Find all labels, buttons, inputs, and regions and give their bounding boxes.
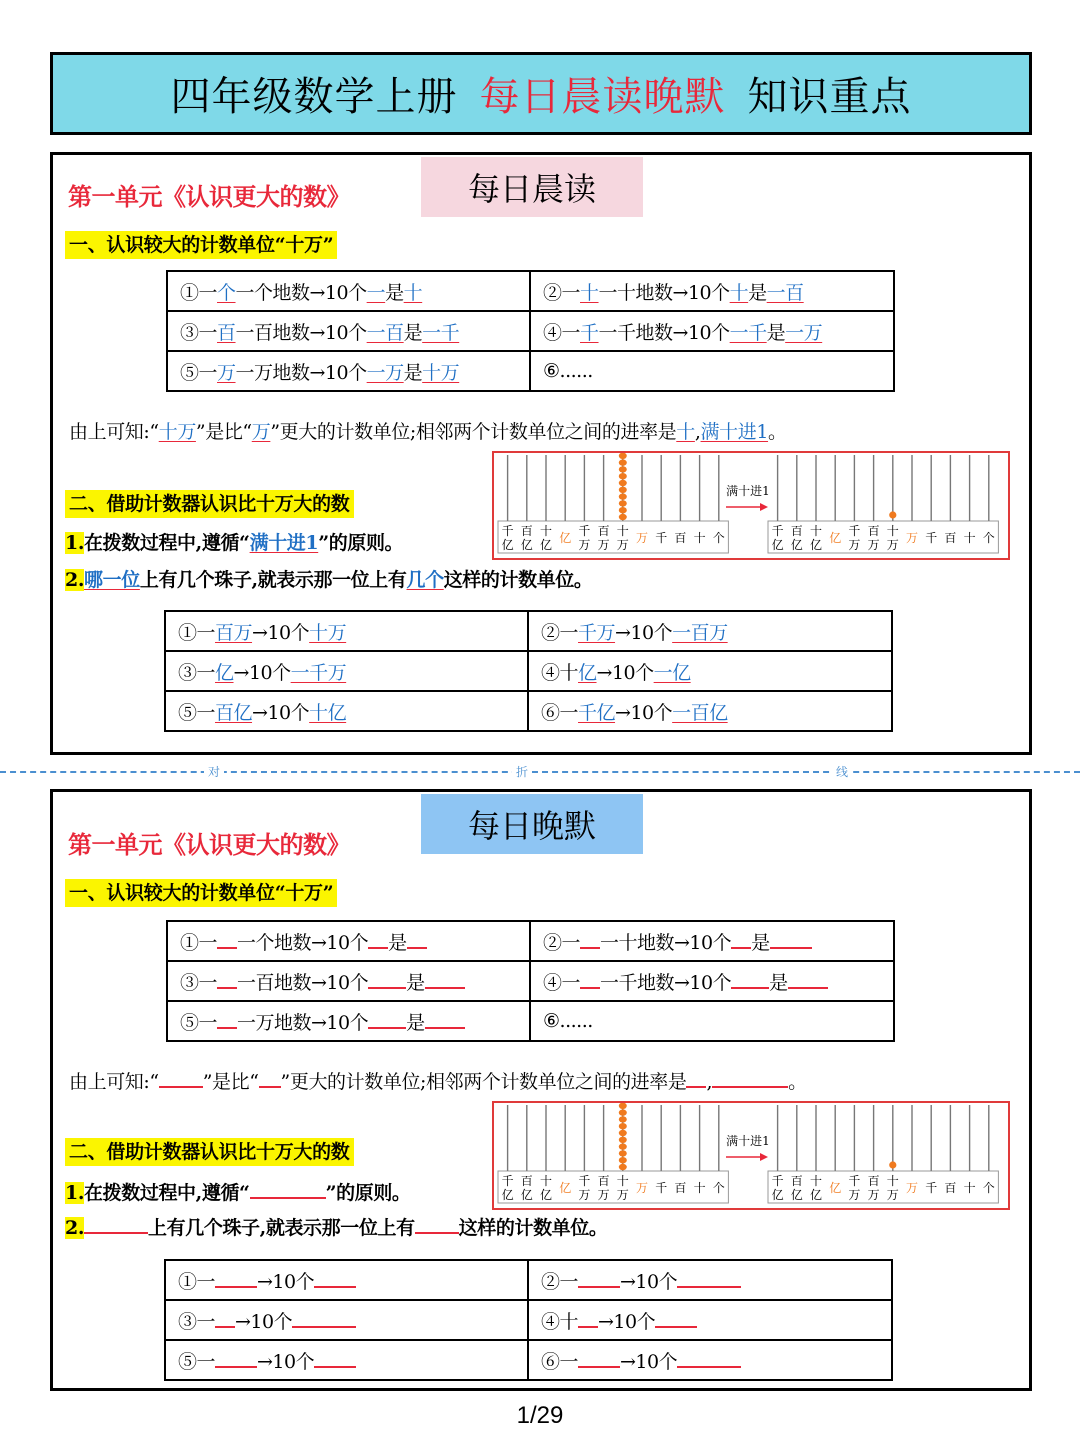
summary-text: 由上可知:“ ”是比“ ”更大的计数单位;相邻两个计数单位之间的进率是 , 。 xyxy=(69,1067,807,1094)
abacus-bead xyxy=(619,480,627,486)
fold-label-3: 线 xyxy=(832,763,852,780)
table-row xyxy=(167,271,894,311)
table-row xyxy=(167,351,894,391)
abacus-label: 万 xyxy=(635,531,649,545)
rule-line-1: 1.在拨数过程中,遵循“ ”的原则。 xyxy=(65,1178,411,1205)
abacus-svg xyxy=(494,1103,1008,1208)
summary-text: 由上可知:“十万”是比“万”更大的计数单位;相邻两个计数单位之间的进率是十,满十进1。 xyxy=(69,421,787,443)
abacus-label: 千 xyxy=(771,1174,784,1188)
abacus-label: 个 xyxy=(982,1181,995,1195)
abacus-label: 亿 xyxy=(520,1188,533,1202)
abacus-bead xyxy=(619,1164,627,1170)
table-row xyxy=(165,1260,892,1300)
rule-line-2: 2.哪一位上有几个珠子,就表示那一位上有几个这样的计数单位。 xyxy=(65,569,593,591)
header-title-part3: 知识重点 xyxy=(747,74,912,120)
table-cell: ⑥...... xyxy=(530,351,894,391)
abacus-bead xyxy=(889,511,896,518)
unit-title: 第一单元《认识更大的数》 xyxy=(68,182,350,211)
abacus-label: 百 xyxy=(790,524,803,538)
abacus-label: 千 xyxy=(925,1181,938,1195)
table-row xyxy=(165,691,892,731)
table-cell: ②一十一十地数→10个十是一百 xyxy=(530,271,894,311)
carry-label: 满十进1 xyxy=(726,484,770,498)
unit-table-top-2 xyxy=(164,610,893,732)
abacus-label: 亿 xyxy=(829,1181,842,1195)
fold-label-2: 折 xyxy=(512,763,532,780)
table-cell: ③一 →10个 xyxy=(165,1300,528,1340)
abacus-label: 千 xyxy=(501,1174,514,1188)
abacus-label: 亿 xyxy=(501,538,514,552)
abacus-label: 十 xyxy=(616,524,629,538)
abacus-label: 十 xyxy=(809,524,823,538)
abacus-label: 千 xyxy=(848,524,861,538)
abacus-label: 个 xyxy=(712,531,725,545)
abacus-label: 亿 xyxy=(829,531,842,545)
abacus-label: 亿 xyxy=(559,531,572,545)
abacus-bead xyxy=(619,1157,627,1163)
abacus-label: 万 xyxy=(905,531,919,545)
abacus-label: 万 xyxy=(635,1181,649,1195)
table-cell: ④十亿→10个一亿 xyxy=(528,651,892,691)
table-cell: ④一千一千地数→10个一千是一万 xyxy=(530,311,894,351)
abacus-label: 千 xyxy=(771,524,784,538)
table-cell: ⑤一百亿→10个十亿 xyxy=(165,691,528,731)
abacus-label: 万 xyxy=(886,538,899,552)
header-banner xyxy=(50,52,1032,135)
abacus-label: 个 xyxy=(712,1181,725,1195)
section-heading-1: 一、认识较大的计数单位“十万” xyxy=(65,879,337,907)
abacus-label: 万 xyxy=(867,538,880,552)
abacus-label: 万 xyxy=(848,1188,861,1202)
abacus-label: 百 xyxy=(597,524,610,538)
abacus-label: 十 xyxy=(809,1174,823,1188)
abacus-label: 十 xyxy=(539,524,553,538)
table-cell: ③一亿→10个一千万 xyxy=(165,651,528,691)
abacus-bead xyxy=(619,1109,627,1115)
table-row xyxy=(167,311,894,351)
table-row xyxy=(167,921,894,961)
abacus-bead xyxy=(619,500,627,506)
table-cell: ①一百万→10个十万 xyxy=(165,611,528,651)
abacus-label: 亿 xyxy=(771,1188,784,1202)
abacus-label: 十 xyxy=(616,1174,629,1188)
abacus-label: 百 xyxy=(674,1181,687,1195)
abacus-label: 个 xyxy=(982,531,995,545)
header-title-part2: 每日晨读晚默 xyxy=(479,74,726,120)
abacus-bead xyxy=(619,453,627,459)
table-cell: ④十 →10个 xyxy=(528,1300,892,1340)
abacus-diagram xyxy=(492,1101,1010,1210)
unit-table-bottom-2 xyxy=(164,1259,893,1381)
abacus-bead xyxy=(619,1103,627,1109)
abacus-label: 万 xyxy=(905,1181,919,1195)
unit-table-bottom xyxy=(166,920,895,1042)
abacus-bead xyxy=(619,459,627,465)
abacus-label: 百 xyxy=(944,531,957,545)
abacus-label: 亿 xyxy=(771,538,784,552)
table-cell: ③一百一百地数→10个一百是一千 xyxy=(167,311,530,351)
abacus-label: 十 xyxy=(963,531,976,545)
carry-arrow-head xyxy=(760,503,768,511)
abacus-label: 万 xyxy=(886,1188,899,1202)
table-cell: ⑤一 →10个 xyxy=(165,1340,528,1380)
abacus-label: 千 xyxy=(578,1174,591,1188)
abacus-svg xyxy=(494,453,1008,558)
fold-line xyxy=(0,771,1080,773)
rule-line-2: 2. 上有几个珠子,就表示那一位上有 这样的计数单位。 xyxy=(65,1213,607,1240)
abacus-bead xyxy=(619,507,627,513)
abacus-label: 万 xyxy=(578,538,591,552)
abacus-bead xyxy=(619,1137,627,1143)
abacus-label: 十 xyxy=(539,1174,553,1188)
page-number: 1/29 xyxy=(516,1402,564,1429)
unit-table-top xyxy=(166,270,895,392)
section-heading-1: 一、认识较大的计数单位“十万” xyxy=(65,231,337,259)
abacus-label: 十 xyxy=(886,524,899,538)
table-row xyxy=(165,1300,892,1340)
table-cell: ②一 一十地数→10个 是 xyxy=(530,921,894,961)
abacus-label: 十 xyxy=(886,1174,899,1188)
table-cell: ①一个一个地数→10个一是十 xyxy=(167,271,530,311)
abacus-label: 千 xyxy=(848,1174,861,1188)
table-cell: ②一 →10个 xyxy=(528,1260,892,1300)
table-row xyxy=(165,611,892,651)
abacus-bead xyxy=(619,1143,627,1149)
abacus-bead xyxy=(619,1150,627,1156)
abacus-diagram xyxy=(492,451,1010,560)
table-cell: ④一 一千地数→10个 是 xyxy=(530,961,894,1001)
abacus-label: 万 xyxy=(616,1188,629,1202)
abacus-label: 万 xyxy=(848,538,861,552)
abacus-label: 十 xyxy=(693,531,706,545)
evening-recitation-panel xyxy=(50,789,1032,1391)
abacus-label: 亿 xyxy=(539,538,553,552)
section-heading-2: 二、借助计数器认识比十万大的数 xyxy=(65,490,354,518)
abacus-label: 亿 xyxy=(809,1188,823,1202)
abacus-label: 亿 xyxy=(559,1181,572,1195)
abacus-label: 亿 xyxy=(790,538,803,552)
abacus-bead xyxy=(619,1123,627,1129)
abacus-label: 万 xyxy=(867,1188,880,1202)
header-title-part1: 四年级数学上册 xyxy=(170,74,458,120)
fold-label-1: 对 xyxy=(204,763,224,780)
abacus-bead xyxy=(619,466,627,472)
abacus-label: 百 xyxy=(520,1174,533,1188)
table-cell: ⑥...... xyxy=(530,1001,894,1041)
morning-reading-panel xyxy=(50,152,1032,755)
unit-title: 第一单元《认识更大的数》 xyxy=(68,830,350,859)
abacus-label: 千 xyxy=(925,531,938,545)
table-cell: ⑤一万一万地数→10个一万是十万 xyxy=(167,351,530,391)
abacus-bead xyxy=(619,473,627,479)
table-cell: ③一 一百地数→10个 是 xyxy=(167,961,530,1001)
table-cell: ⑥一 →10个 xyxy=(528,1340,892,1380)
abacus-label: 十 xyxy=(963,1181,976,1195)
abacus-label: 千 xyxy=(655,1181,668,1195)
abacus-label: 亿 xyxy=(790,1188,803,1202)
morning-reading-badge: 每日晨读 xyxy=(421,157,643,217)
table-row xyxy=(165,651,892,691)
carry-label: 满十进1 xyxy=(726,1134,770,1148)
abacus-label: 万 xyxy=(597,1188,610,1202)
abacus-label: 百 xyxy=(867,524,880,538)
abacus-label: 十 xyxy=(693,1181,706,1195)
section-heading-2: 二、借助计数器认识比十万大的数 xyxy=(65,1138,354,1166)
abacus-label: 亿 xyxy=(539,1188,553,1202)
table-cell: ②一千万→10个一百万 xyxy=(528,611,892,651)
abacus-bead xyxy=(619,514,627,520)
abacus-label: 亿 xyxy=(501,1188,514,1202)
abacus-label: 千 xyxy=(578,524,591,538)
abacus-label: 万 xyxy=(578,1188,591,1202)
table-cell: ⑥一千亿→10个一百亿 xyxy=(528,691,892,731)
table-cell: ①一 →10个 xyxy=(165,1260,528,1300)
abacus-label: 亿 xyxy=(809,538,823,552)
abacus-label: 千 xyxy=(501,524,514,538)
abacus-label: 万 xyxy=(616,538,629,552)
abacus-label: 千 xyxy=(655,531,668,545)
carry-arrow-head xyxy=(760,1153,768,1161)
abacus-label: 万 xyxy=(597,538,610,552)
abacus-bead xyxy=(619,487,627,493)
rule-line-1: 1.在拨数过程中,遵循“满十进1”的原则。 xyxy=(65,532,404,554)
table-row xyxy=(167,961,894,1001)
abacus-bead xyxy=(619,1130,627,1136)
abacus-bead xyxy=(889,1161,896,1168)
abacus-bead xyxy=(619,1116,627,1122)
abacus-label: 百 xyxy=(944,1181,957,1195)
table-cell: ①一 一个地数→10个 是 xyxy=(167,921,530,961)
table-row xyxy=(167,1001,894,1041)
abacus-label: 百 xyxy=(790,1174,803,1188)
table-row xyxy=(165,1340,892,1380)
abacus-label: 亿 xyxy=(520,538,533,552)
abacus-bead xyxy=(619,493,627,499)
abacus-label: 百 xyxy=(597,1174,610,1188)
evening-recitation-badge: 每日晚默 xyxy=(421,794,643,854)
abacus-label: 百 xyxy=(867,1174,880,1188)
table-cell: ⑤一 一万地数→10个 是 xyxy=(167,1001,530,1041)
abacus-label: 百 xyxy=(674,531,687,545)
abacus-label: 百 xyxy=(520,524,533,538)
